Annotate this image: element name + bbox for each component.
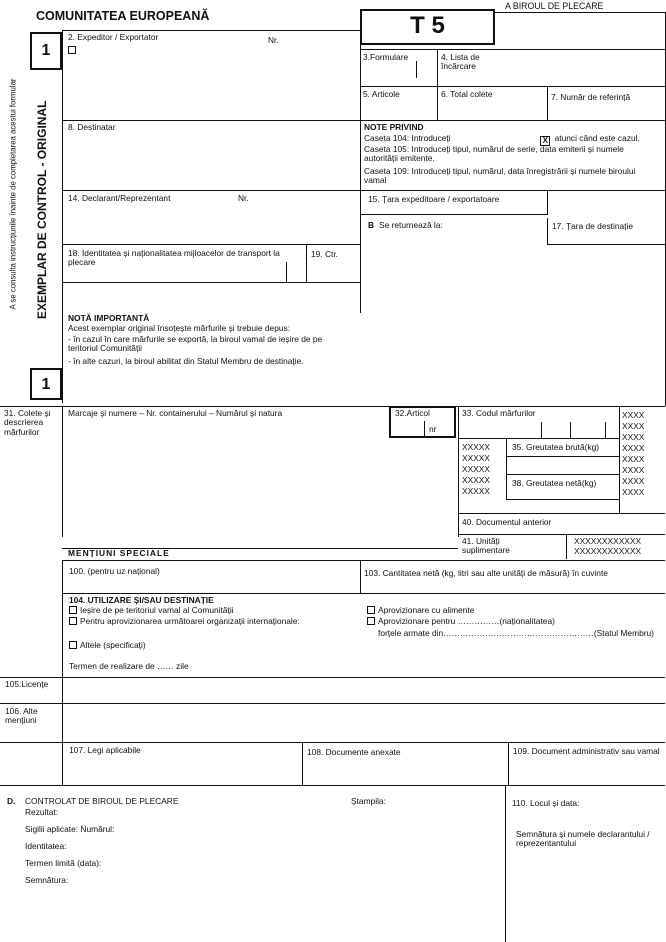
form-code: T 5: [410, 12, 445, 39]
box-17-label: 17. Țara de destinație: [552, 221, 634, 231]
section-d-title: CONTROLAT DE BIROUL DE PLECARE: [25, 796, 179, 806]
box-107-label: 107. Legi aplicabile: [69, 745, 141, 755]
box-32-label: 32.Articol: [395, 408, 430, 418]
option-international-org[interactable]: Pentru aprovizionarea următoarei organizații internaționale:: [69, 617, 300, 626]
note-109: Caseta 109: Introduceți tipul, numărul, data înregistrării și numele biroului vamal: [364, 166, 636, 186]
box-b-letter: B: [368, 220, 375, 230]
form-code-box: [360, 9, 495, 45]
box-31-label: 31. Colete și descrierea mărfurilor: [4, 408, 51, 437]
box-3-label: 3.Formulare: [363, 52, 409, 62]
box-41-label: 41. Unități suplimentare: [462, 536, 510, 556]
special-mentions-title: MENȚIUNI SPECIALE: [68, 548, 170, 558]
section-d-seals: Sigilii aplicate: Numărul:: [25, 824, 115, 834]
box-40-label: 40. Documentul anterior: [462, 517, 552, 527]
box-18-label: 18. Identitatea și naționalitatea mijloacelor de transport la plecare: [68, 248, 280, 268]
box-2-checkbox[interactable]: [68, 45, 79, 55]
copy-number-bottom: 1: [41, 376, 51, 393]
option-exit[interactable]: Ieșire de pe teritoriul vamal al Comunității: [69, 606, 234, 615]
box-5-label: 5. Articole: [363, 89, 400, 99]
note-104-text: Caseta 104: Introduceți: [364, 133, 451, 143]
box-103-label: 103. Cantitatea netă (kg, litri sau alte unități de măsură) în cuvinte: [364, 568, 608, 578]
box-7-label: 7. Număr de referință: [551, 92, 631, 102]
note-105: Caseta 105: Introduceți tipul, numărul de serie, data emiterii și numele autorității emitente.: [364, 144, 624, 164]
section-d-letter: D.: [7, 796, 16, 806]
important-line-2: - în alte cazuri, la biroul abilitat din Statul Membru de destinație.: [68, 356, 304, 366]
option-other-checkbox: [69, 641, 77, 649]
section-d-signature: Semnătura:: [25, 875, 69, 885]
option-food-supply-checkbox: [367, 606, 375, 614]
box-100-label: 100. (pentru uz național): [69, 566, 160, 576]
section-d-result: Rezultat:: [25, 807, 59, 817]
note-104-checked-box: X: [540, 136, 550, 146]
note-104-text-b: atunci când este cazul.: [554, 133, 640, 143]
box-32-nr: nr: [429, 424, 437, 434]
box-105-label: 105.Licențe: [5, 679, 49, 689]
term-text: Termen de realizare de …… zile: [69, 661, 189, 671]
box-110-label: 110. Locul și data:: [512, 798, 580, 808]
option-armed-forces-checkbox: [367, 617, 375, 625]
notes-title: NOTE PRIVIND: [364, 122, 424, 132]
box-19-label: 19. Ctr.: [311, 249, 338, 259]
box-109-label: 109. Document administrativ sau vamal: [513, 746, 660, 756]
box-b-label: Se returnează la:: [379, 220, 443, 230]
copy-number-bottom-box: [30, 368, 62, 400]
box-35-label: 35. Greutatea brută(kg): [512, 442, 600, 452]
important-body: Acest exemplar original însoțește mărfurile și trebuie depus:: [68, 323, 291, 333]
box-106-label: 106. Alte mențiuni: [5, 706, 38, 726]
option-other[interactable]: Altele (specificați): [69, 641, 146, 650]
instructions-note: A se consulta instrucțiunile înainte de completarea acestui formular: [8, 78, 18, 310]
option-exit-checkbox: [69, 606, 77, 614]
important-line-1: - în cazul în care mărfurile se exportă, la biroul vamal de ieșire de pe teritoriul Comunității: [68, 334, 323, 354]
option-international-org-checkbox: [69, 617, 77, 625]
option-food-supply[interactable]: Aprovizionare cu alimente: [367, 606, 474, 615]
x-column-left: XXXXX XXXXX XXXXX XXXXX XXXXX: [462, 442, 490, 496]
box-2-nr: Nr.: [268, 35, 279, 45]
box-41-x: XXXXXXXXXXXX XXXXXXXXXXXX: [574, 536, 642, 556]
box-4-label: 4. Lista de încărcare: [441, 52, 480, 72]
x-column-right: XXXX XXXX XXXX XXXX XXXX XXXX XXXX XXXX: [622, 410, 645, 497]
stamp-label: Ștampila:: [351, 796, 386, 806]
box-14-nr: Nr.: [238, 193, 249, 203]
copy-number-top: 1: [41, 42, 51, 59]
box-32: [389, 406, 456, 438]
section-d-time-limit: Termen limită (data):: [25, 858, 102, 868]
box-8-label: 8. Destinatar: [68, 122, 116, 132]
box-14-label: 14. Declarant/Reprezentant: [68, 193, 171, 203]
option-armed-forces-line-2: forțele armate din………………………………………………(Statul Membru): [378, 628, 654, 638]
box-6-label: 6. Total colete: [441, 89, 493, 99]
box-2-label: 2. Expeditor / Exportator: [68, 32, 159, 42]
box-38-label: 38. Greutatea netă(kg): [512, 478, 597, 488]
office-of-departure-label: A BIROUL DE PLECARE: [505, 1, 604, 11]
section-d-identity: Identitatea:: [25, 841, 67, 851]
copy-title: EXEMPLAR DE CONTROL - ORIGINAL: [35, 100, 49, 319]
box-15-label: 15. Țara expeditoare / exportatoare: [368, 194, 500, 204]
option-armed-forces[interactable]: Aprovizionare pentru ……………(naționalitatea): [367, 617, 555, 626]
box-31-marks: Marcaje și numere – Nr. containerului – Numărul și natura: [68, 408, 283, 418]
box-104-label: 104. UTILIZARE ȘI/SAU DESTINAȚIE: [69, 595, 214, 605]
box-110-signature: Semnătura și numele declarantului / reprezentantului: [516, 829, 650, 849]
copy-number-top-box: [30, 32, 62, 70]
important-title: NOTĂ IMPORTANTĂ: [68, 313, 150, 323]
box-108-label: 108. Documente anexate: [307, 747, 401, 757]
box-33-label: 33. Codul mărfurilor: [462, 408, 536, 418]
community-title: COMUNITATEA EUROPEANĂ: [36, 9, 210, 23]
